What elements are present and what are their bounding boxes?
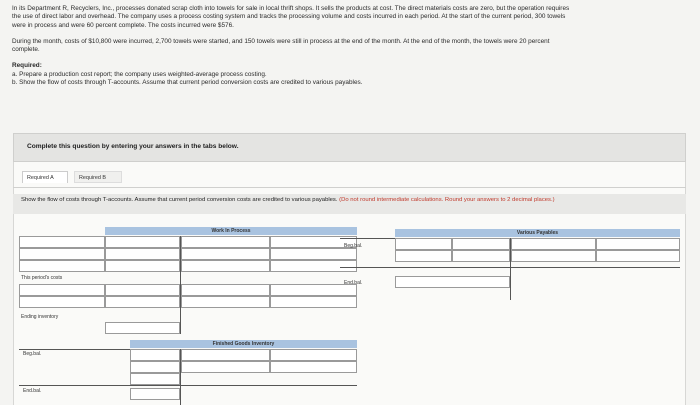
- wip-debit-account-1[interactable]: [19, 236, 105, 248]
- wip-this-period-label: This period's costs: [21, 275, 63, 281]
- payables-credit-account-2[interactable]: [511, 250, 596, 262]
- fg-credit-amount-1[interactable]: [270, 349, 357, 361]
- wip-title: Work In Process: [105, 227, 357, 235]
- wip-debit-amount-2[interactable]: [105, 248, 180, 260]
- fg-credit-account-1[interactable]: [181, 349, 270, 361]
- payables-end-bal-label: End.bal.: [344, 280, 363, 286]
- wip-credit-amount-3[interactable]: [270, 260, 357, 272]
- wip-debit-account-4[interactable]: [19, 284, 105, 296]
- fg-beg-bal-label: Beg.bal.: [23, 351, 42, 357]
- fg-end-bal-label: End.bal.: [23, 388, 42, 394]
- wip-debit-account-5[interactable]: [19, 296, 105, 308]
- payables-credit-amount-2[interactable]: [596, 250, 680, 262]
- wip-credit-account-2[interactable]: [181, 248, 270, 260]
- payables-total-line: [340, 267, 680, 268]
- fg-debit-amount-1[interactable]: [130, 349, 180, 361]
- wip-credit-account-3[interactable]: [181, 260, 270, 272]
- payables-end-balance[interactable]: [395, 276, 510, 288]
- fg-debit-amount-3[interactable]: [130, 373, 180, 385]
- wip-debit-amount-5[interactable]: [105, 296, 180, 308]
- required-b-text: b. Show the flow of costs through T-accounts. Assume that current period conversion costs are credited to various payables.: [12, 79, 363, 87]
- problem-paragraph-1: In its Department R, Recyclers, Inc., processes donated scrap cloth into towels for sale in local thrift shops. It sells the products at cost. The direct materials costs are zero, but the operation requires the use of direct labor and overhead. The company uses a process costing system and tracks the processing volume and costs incurred in each period. At the start of the current period, 300 towels were in process and were 60 percent complete. The costs incurred were $576.: [12, 5, 570, 29]
- wip-debit-amount-1[interactable]: [105, 236, 180, 248]
- wip-credit-account-4[interactable]: [181, 284, 270, 296]
- show-flow-text: Show the flow of costs through T-accounts. Assume that current period conversion costs are credited to various payables.: [21, 197, 338, 203]
- fg-end-balance[interactable]: [130, 388, 180, 400]
- wip-credit-account-1[interactable]: [181, 236, 270, 248]
- wip-credit-account-5[interactable]: [181, 296, 270, 308]
- tab-required-b[interactable]: Required B: [74, 171, 122, 183]
- wip-ending-label: Ending inventory: [21, 314, 59, 320]
- rounding-note: (Do not round intermediate calculations. Round your answers to 2 decimal places.): [339, 197, 555, 203]
- fg-debit-amount-2[interactable]: [130, 361, 180, 373]
- show-flow-instruction: [13, 194, 686, 214]
- wip-ending-amount[interactable]: [105, 322, 180, 334]
- tab-required-a[interactable]: Required A: [22, 171, 68, 183]
- wip-debit-account-2[interactable]: [19, 248, 105, 260]
- required-heading: Required:: [12, 62, 42, 70]
- wip-debit-amount-4[interactable]: [105, 284, 180, 296]
- payables-credit-amount-1[interactable]: [596, 238, 680, 250]
- fg-total-line: [19, 385, 357, 386]
- wip-debit-amount-3[interactable]: [105, 260, 180, 272]
- wip-credit-amount-5[interactable]: [270, 296, 357, 308]
- payables-debit-amount-1[interactable]: [395, 238, 452, 250]
- payables-debit-account-2[interactable]: [452, 250, 510, 262]
- fg-credit-account-2[interactable]: [181, 361, 270, 373]
- problem-text: [12, 5, 572, 87]
- payables-debit-amount-2[interactable]: [395, 250, 452, 262]
- payables-debit-account-1[interactable]: [452, 238, 510, 250]
- fg-title: Finished Goods Inventory: [130, 340, 357, 348]
- wip-credit-amount-2[interactable]: [270, 248, 357, 260]
- problem-paragraph-2: During the month, costs of $10,800 were incurred, 2,700 towels were started, and 150 towels were still in process at the end of the month. At the end of the month, the towels were 20 percent complete.: [12, 37, 550, 54]
- tab-divider: [13, 187, 686, 188]
- instruction-banner: Complete this question by entering your answers in the tabs below.: [13, 133, 686, 162]
- wip-debit-account-3[interactable]: [19, 260, 105, 272]
- payables-credit-account-1[interactable]: [511, 238, 596, 250]
- payables-title: Various Payables: [395, 229, 680, 237]
- required-a-text: a. Prepare a production cost report; the company uses weighted-average process costing.: [12, 70, 267, 78]
- fg-credit-amount-2[interactable]: [270, 361, 357, 373]
- payables-beg-bal-label: Beg.bal.: [344, 243, 363, 249]
